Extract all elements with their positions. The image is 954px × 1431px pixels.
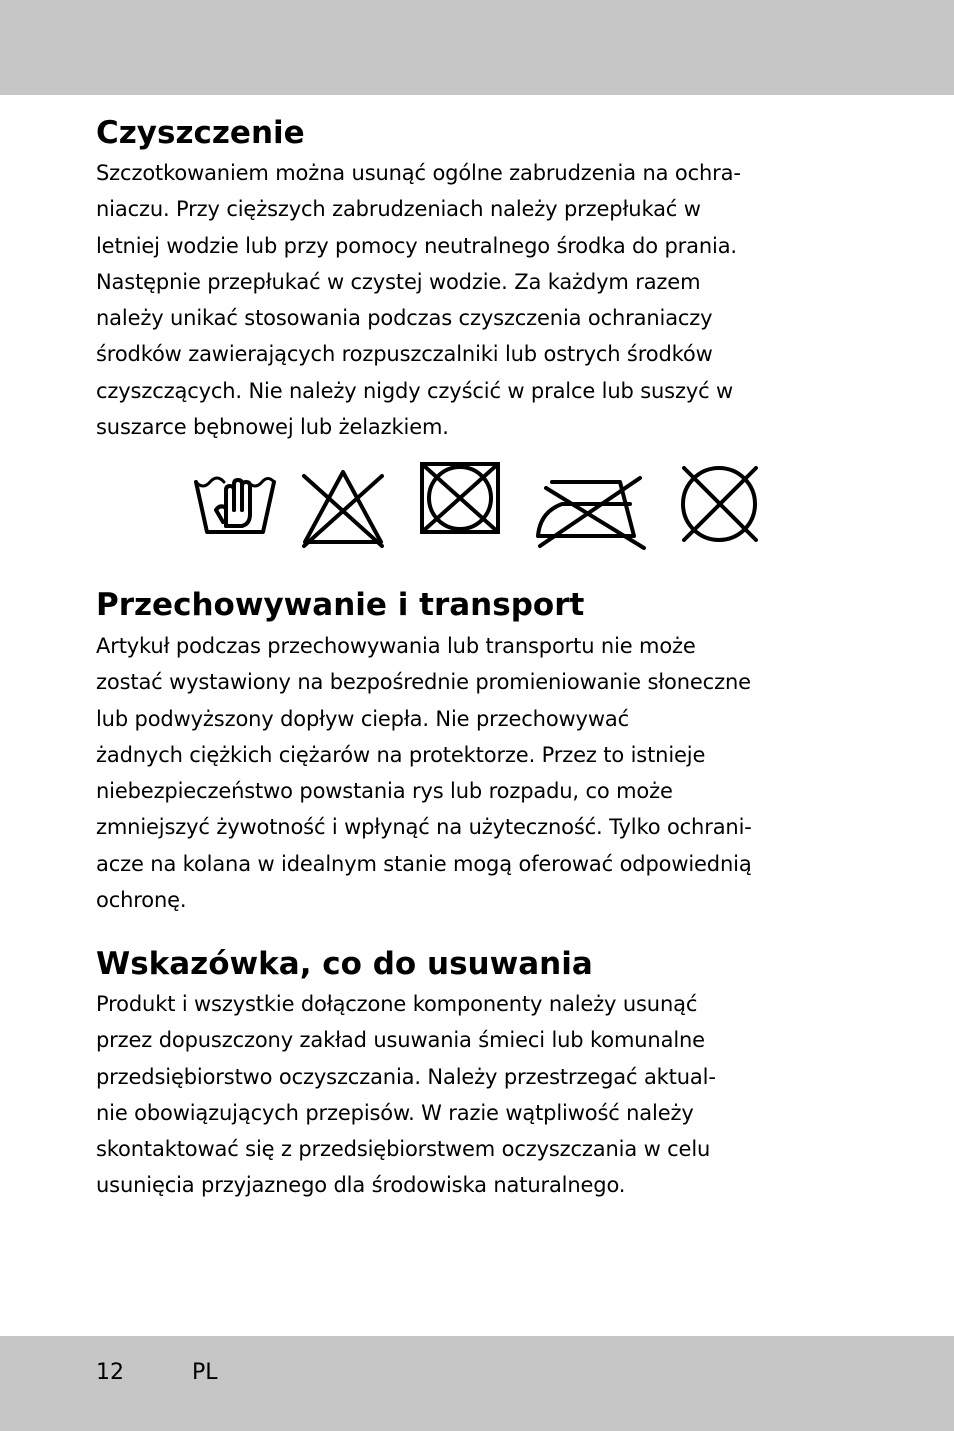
section-body-storage	[96, 628, 876, 918]
text-line: środków zawierających rozpuszczalniki lub ostrych środków	[96, 342, 713, 367]
section-body-disposal	[96, 986, 876, 1204]
page-number: 12	[96, 1360, 124, 1385]
text-line: należy unikać stosowania podczas czyszczenia ochraniaczy	[96, 306, 713, 331]
text-line: Artykuł podczas przechowywania lub transportu nie może	[96, 634, 696, 658]
text-line: niaczu. Przy cięższych zabrudzeniach należy przepłukać w	[96, 197, 701, 222]
text-line: usunięcia przyjaznego dla środowiska naturalnego.	[96, 1173, 626, 1198]
section-body-cleaning	[96, 155, 876, 445]
text-line: zostać wystawiony na bezpośrednie promieniowanie słoneczne	[96, 670, 751, 695]
text-line: acze na kolana w idealnym stanie mogą oferować odpowiednią	[96, 851, 752, 876]
text-line: czyszczących. Nie należy nigdy czyścić w pralce lub suszyć w	[96, 378, 734, 403]
text-line: Produkt i wszystkie dołączone komponenty należy usunąć	[96, 992, 698, 1016]
text-line: żadnych ciężkich ciężarów na protektorze. Przez to istnieje	[96, 742, 706, 767]
bottom-band	[0, 1336, 954, 1431]
do-not-iron-icon	[532, 460, 650, 554]
section-title-disposal: Wskazówka, co do usuwania	[96, 946, 593, 982]
text-line: przedsiębiorstwo oczyszczania. Należy przestrzegać aktual-	[96, 1064, 716, 1089]
do-not-dry-clean-icon	[674, 460, 764, 554]
text-line: nie obowiązujących przepisów. W razie wątpliwość należy	[96, 1100, 694, 1125]
section-title-storage: Przechowywanie i transport	[96, 587, 585, 623]
do-not-tumble-dry-icon	[418, 460, 502, 540]
text-line: przez dopuszczony zakład usuwania śmieci lub komunalne	[96, 1028, 705, 1053]
text-line: Następnie przepłukać w czystej wodzie. Za każdym razem	[96, 269, 701, 294]
language-code: PL	[192, 1360, 218, 1385]
section-title-cleaning: Czyszczenie	[96, 115, 305, 151]
hand-wash-icon	[190, 460, 282, 554]
text-line: ochronę.	[96, 888, 187, 913]
text-line: niebezpieczeństwo powstania rys lub rozpadu, co może	[96, 779, 673, 804]
text-line: zmniejszyć żywotność i wpłynąć na użyteczność. Tylko ochrani-	[96, 815, 752, 840]
do-not-bleach-icon	[298, 460, 388, 554]
text-line: suszarce bębnowej lub żelazkiem.	[96, 415, 449, 440]
care-symbols	[190, 460, 770, 554]
text-line: Szczotkowaniem można usunąć ogólne zabrudzenia na ochra-	[96, 161, 741, 185]
text-line: letniej wodzie lub przy pomocy neutralnego środka do prania.	[96, 233, 737, 258]
text-line: lub podwyższony dopływ ciepła. Nie przechowywać	[96, 706, 629, 731]
top-band	[0, 0, 954, 95]
text-line: skontaktować się z przedsiębiorstwem oczyszczania w celu	[96, 1137, 711, 1162]
